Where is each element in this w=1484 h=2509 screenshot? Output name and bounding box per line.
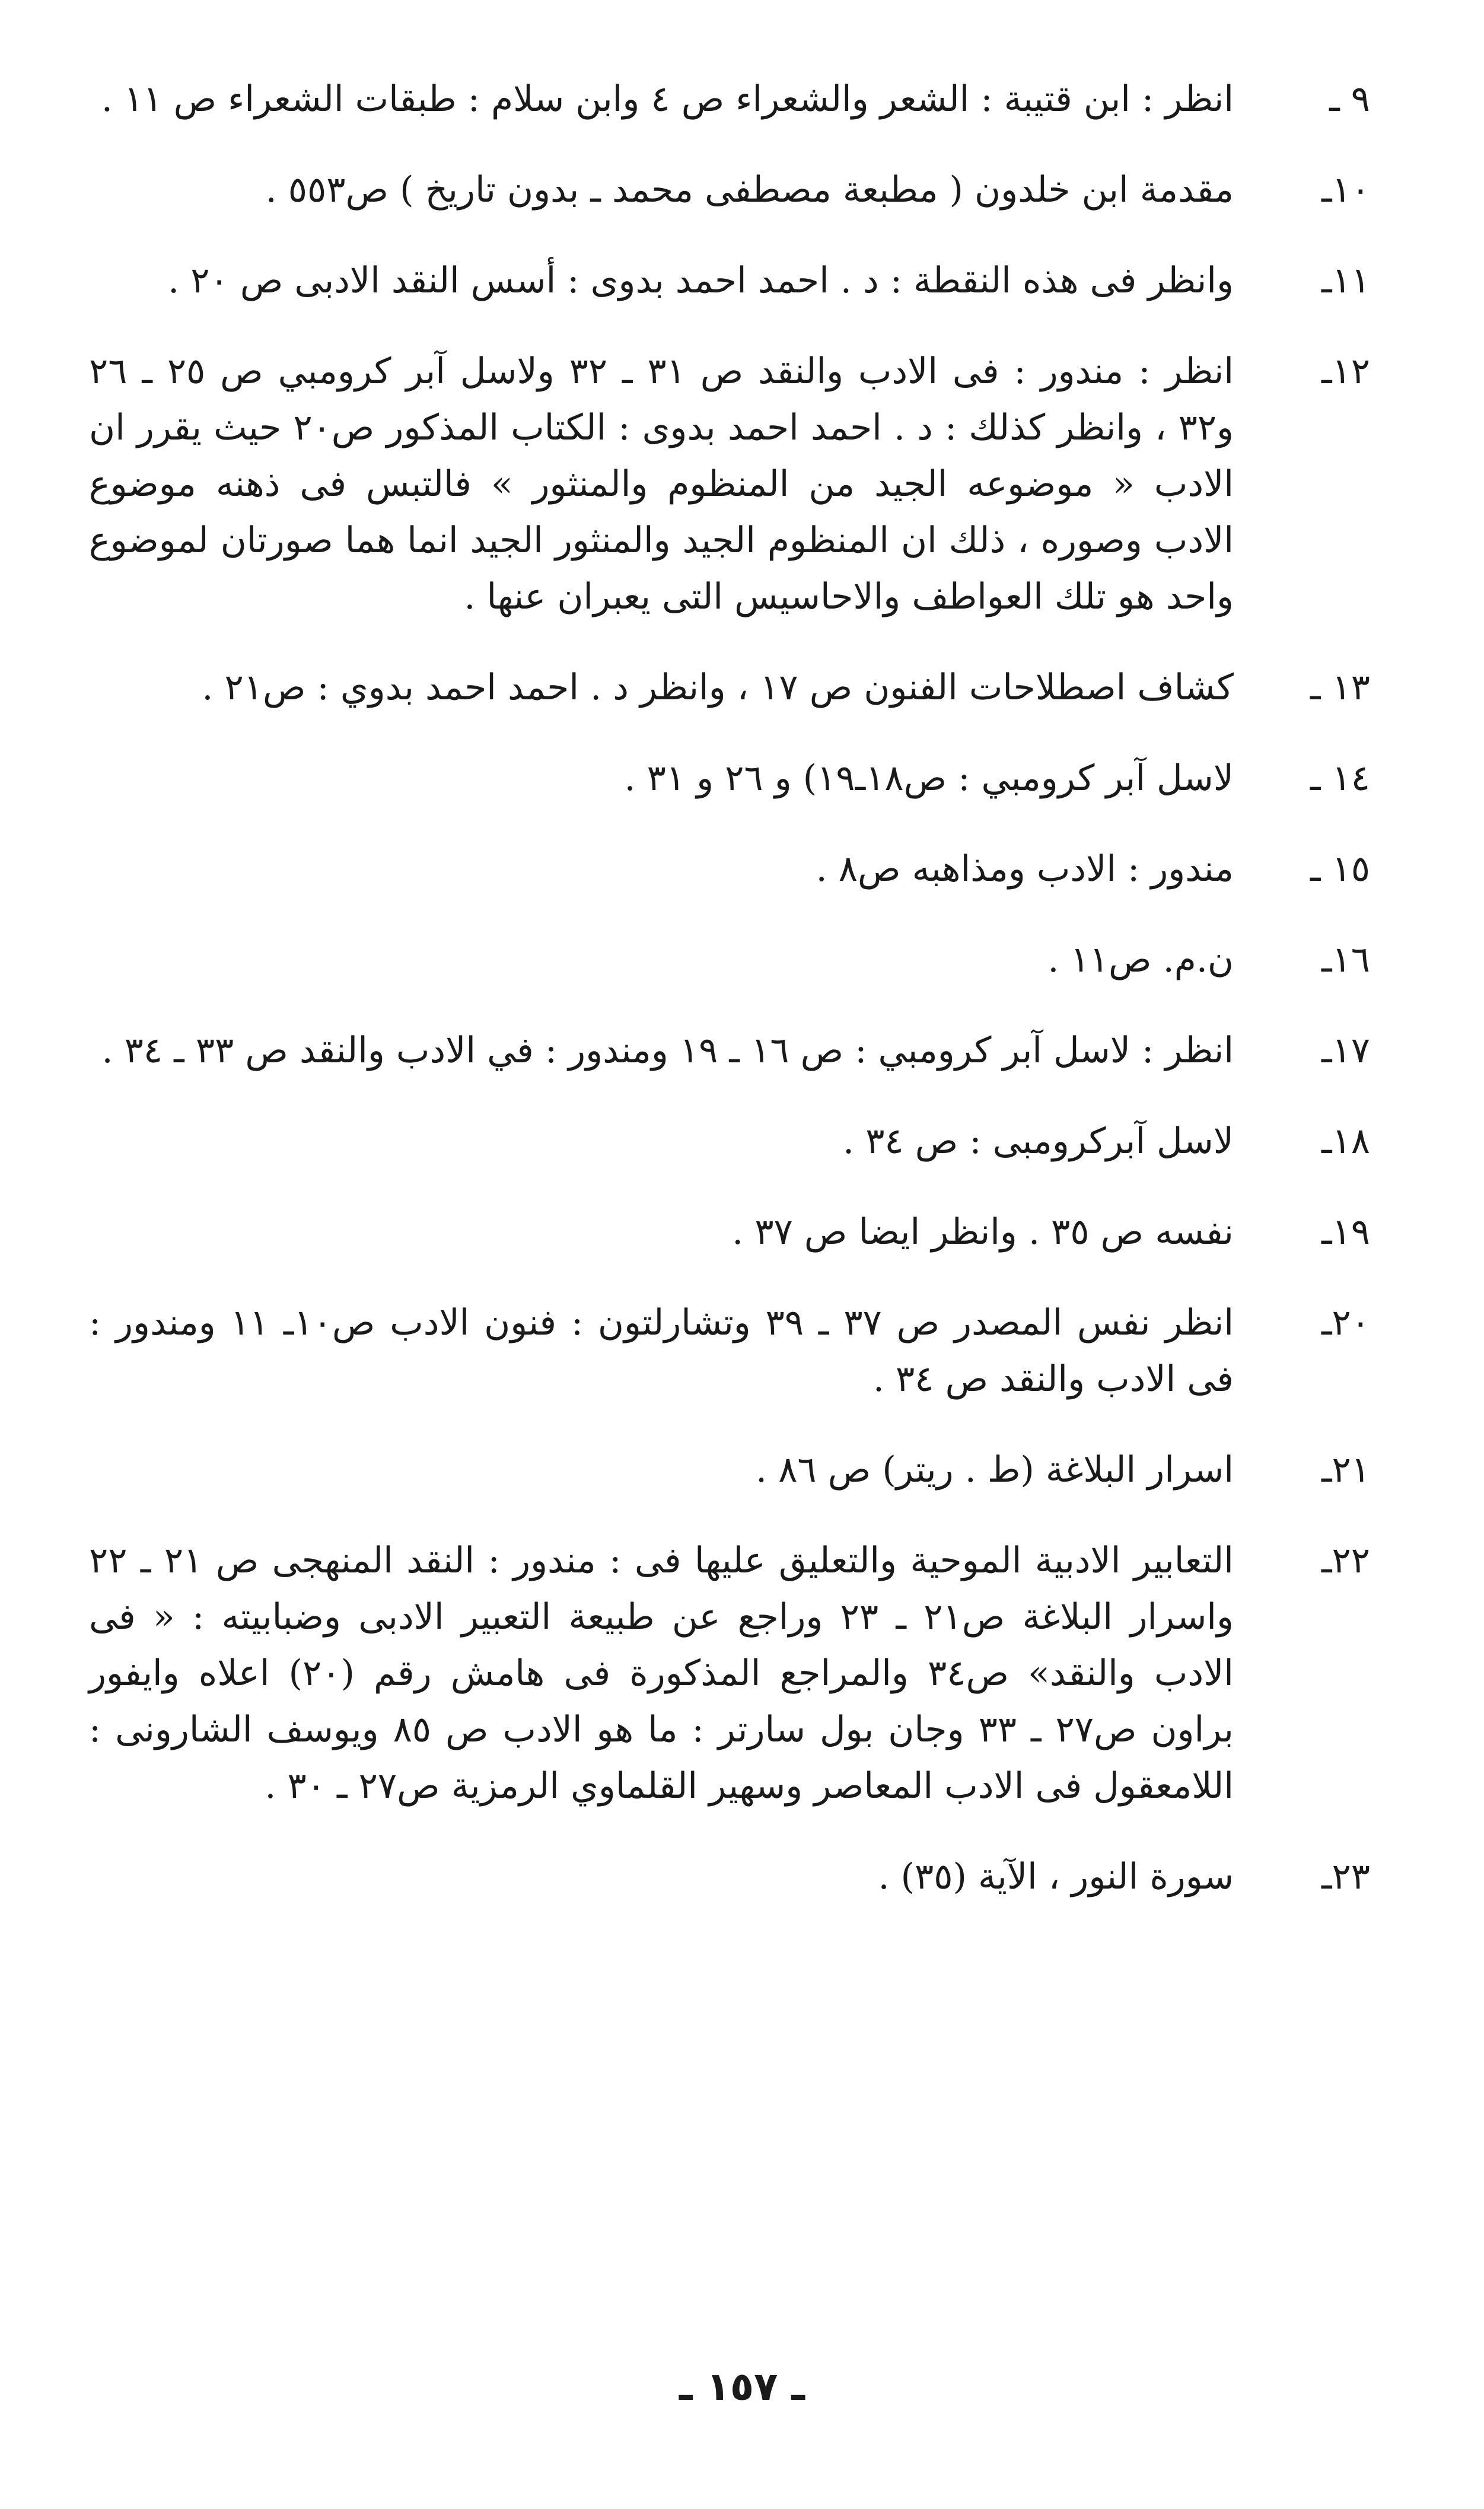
footnote-number: ١٠ـ <box>1321 169 1370 211</box>
footnote <box>89 1113 1370 1170</box>
footnote-number: ٢٣ـ <box>1321 1856 1370 1897</box>
footnote <box>89 71 1370 128</box>
footnote <box>89 1295 1370 1408</box>
footnote-number: ١١ـ <box>1321 260 1370 301</box>
footnote-number: ٩ ـ <box>1329 78 1370 120</box>
footnote-text: ن.م. ص١١ . <box>1047 939 1234 980</box>
footnote-number: ١٣ ـ <box>1310 667 1370 708</box>
footnote-text: وانظر فى هذه النقطة : د . احمد احمد بدوى : أسس النقد الادبى ص ٢٠ . <box>168 260 1234 301</box>
footnote <box>89 1533 1370 1814</box>
footnote-text: اسرار البلاغة (ط . ريتر) ص ٨٦ . <box>756 1449 1234 1491</box>
footnote-number: ١٢ـ <box>1321 351 1370 392</box>
footnote-number: ١٥ ـ <box>1310 848 1370 890</box>
footnote-number: ١٩ـ <box>1321 1211 1370 1253</box>
footnote-number: ١٦ـ <box>1321 939 1370 980</box>
footnote-text: التعابير الادبية الموحية والتعليق عليها فى : مندور : النقد المنهجى ص ٢١ ـ ٢٢ واسرار البلاغة ص٢١ ـ ٢٣ وراجع عن طبيعة التعبير الادبى وضبابيته : « فى الادب والنقد» ص٣٤ والمراجع المذكورة فى هامش رقم (٢٠) اعلاه وايفور براون ص٢٧ ـ ٣٣ وجان بول سارتر : ما هو الادب ص ٨٥ ويوسف الشارونى : اللامعقول فى الادب المعاصر وسهير القلماوي الرمزية ص٢٧ ـ ٣٠ . <box>89 1540 1234 1807</box>
footnote <box>89 343 1370 625</box>
footnote <box>89 1442 1370 1498</box>
footnote <box>89 253 1370 309</box>
footnote-number: ١٧ـ <box>1321 1030 1370 1071</box>
footnote-text: نفسه ص ٣٥ . وانظر ايضا ص ٣٧ . <box>732 1211 1234 1253</box>
footnote-text: سورة النور ، الآية (٣٥) . <box>878 1856 1234 1897</box>
footnote <box>89 1849 1370 1905</box>
footnote-text: لاسل آبركرومبى : ص ٣٤ . <box>843 1120 1234 1162</box>
footnote-number: ٢٠ـ <box>1321 1302 1370 1343</box>
footnote-text: مقدمة ابن خلدون ( مطبعة مصطفى محمد ـ بدون تاريخ ) ص٥٥٣ . <box>265 169 1234 211</box>
footnote-text: انظر : لاسل آبر كرومبي : ص ١٦ ـ ١٩ ومندور : في الادب والنقد ص ٣٣ ـ ٣٤ . <box>101 1030 1234 1071</box>
footnote-text: انظر نفس المصدر ص ٣٧ ـ ٣٩ وتشارلتون : فنون الادب ص١٠ـ ١١ ومندور : فى الادب والنقد ص ٣٤ . <box>89 1302 1234 1400</box>
footnote-number: ٢١ـ <box>1321 1449 1370 1491</box>
footnote-text: انظر : ابن قتيبة : الشعر والشعراء ص ٤ وابن سلام : طبقات الشعراء ص ١١ . <box>101 78 1234 120</box>
footnote <box>89 162 1370 218</box>
footnote-text: كشاف اصطلاحات الفنون ص ١٧ ، وانظر د . احمد احمد بدوي : ص٢١ . <box>202 667 1234 708</box>
page-number: ـ ١٥٧ ـ <box>679 2364 805 2409</box>
footnote <box>89 841 1370 897</box>
footnote-text: انظر : مندور : فى الادب والنقد ص ٣١ ـ ٣٢ ولاسل آبر كرومبي ص ٢٥ ـ ٢٦ و٣٢ ، وانظر كذلك : د . احمد احمد بدوى : الكتاب المذكور ص٢٠ حيث يقرر ان الادب « موضوعه الجيد من المنظوم والمنثور » فالتبس فى ذهنه موضوع الادب وصوره ، ذلك ان المنظوم الجيد والمنثور الجيد انما هما صورتان لموضوع واحد هو تلك العواطف والاحاسيس التى يعبران عنها . <box>89 351 1234 617</box>
footnote <box>89 750 1370 807</box>
footnote <box>89 1204 1370 1260</box>
footnotes-list <box>89 71 1370 1940</box>
footnote-text: مندور : الادب ومذاهبه ص٨ . <box>816 848 1234 890</box>
footnote <box>89 1023 1370 1079</box>
footnote-number: ١٨ـ <box>1321 1120 1370 1162</box>
footnote <box>89 932 1370 988</box>
footnote-number: ٢٢ـ <box>1321 1540 1370 1581</box>
footnote-number: ١٤ ـ <box>1310 757 1370 799</box>
footnote-text: لاسل آبر كرومبي : ص١٨ـ١٩) و ٢٦ و ٣١ . <box>624 757 1234 799</box>
footnote <box>89 660 1370 716</box>
